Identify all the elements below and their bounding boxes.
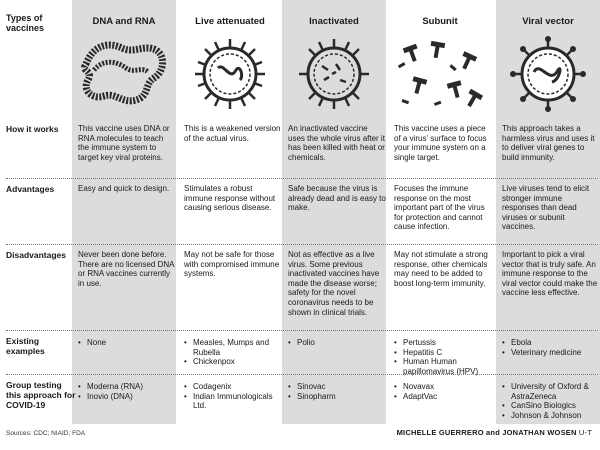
disadvantages-inactivated: Not as effective as a live virus. Some previous inactivated vaccines have made the disease worse; safety for the novel coronavirus needs to be shown in clinical trials. — [288, 250, 380, 317]
disadvantages-live-attenuated: May not be safe for those with compromised immune systems. — [184, 250, 280, 279]
list-item: • Moderna (RNA) — [78, 382, 176, 392]
list-item: • Veterinary medicine — [502, 348, 600, 358]
groups-subunit — [394, 382, 492, 401]
row-divider — [6, 330, 598, 331]
list-item: • Sinopharm — [288, 392, 386, 402]
advantages-inactivated: Safe because the virus is already dead and is easy to make. — [288, 184, 386, 213]
how-it-works-viral-vector: This approach takes a harmless virus and uses it to deliver viral genes to build immunity. — [502, 124, 595, 162]
row-label-group-testing: Group testing this approach for COVID-19 — [6, 380, 76, 410]
row-label-existing-examples: Existing examples — [6, 336, 45, 356]
column-title-viral-vector: Viral vector — [522, 16, 574, 27]
column-title-inactivated: Inactivated — [309, 16, 359, 27]
row-divider — [6, 178, 598, 179]
list-item: • Indian Immunologicals Ltd. — [184, 392, 282, 411]
sources-note: Sources: CDC; NIAID; FDA — [6, 430, 86, 437]
advantages-dna-rna: Easy and quick to design. — [78, 184, 170, 193]
existing-examples-inactivated — [288, 338, 386, 348]
groups-dna-rna — [78, 382, 176, 401]
list-item: • Sinovac — [288, 382, 386, 392]
list-item: • Ebola — [502, 338, 600, 348]
credit-line — [397, 428, 592, 437]
list-item: • University of Oxford & AstraZeneca — [502, 382, 600, 401]
publication-mark: U-T — [578, 428, 592, 437]
row-divider — [6, 244, 598, 245]
credit-authors: MICHELLE GUERRERO and JONATHAN WOSEN — [396, 428, 577, 437]
list-item: • Chickenpox — [184, 357, 282, 367]
existing-examples-viral-vector — [502, 338, 600, 357]
advantages-live-attenuated: Stimulates a robust immune response without causing serious disease. — [184, 184, 276, 213]
how-it-works-subunit: This vaccine uses a piece of a virus' surface to focus your immune system on a single target. — [394, 124, 487, 162]
protein-subunit-icon — [390, 34, 490, 114]
list-item: • Codagenix — [184, 382, 282, 392]
list-item: • Inovio (DNA) — [78, 392, 176, 402]
list-item: • Novavax — [394, 382, 492, 392]
live-virus-icon — [180, 34, 280, 114]
column-title-dna-rna: DNA and RNA — [92, 16, 156, 27]
how-it-works-inactivated: An inactivated vaccine uses the whole virus after it has been killed with heat or chemicals. — [288, 124, 385, 162]
list-item: • Pertussis — [394, 338, 492, 348]
disadvantages-viral-vector: Important to pick a viral vector that is truly safe. An immune response to the viral vector could make the vaccine less effective. — [502, 250, 598, 298]
advantages-subunit: Focuses the immune response on the most important part of the virus for protection and cannot cause infection. — [394, 184, 485, 232]
row-label-how-it-works: How it works — [6, 124, 59, 134]
advantages-viral-vector: Live viruses tend to elicit stronger immune responses than dead viruses or subunit vaccines. — [502, 184, 590, 232]
list-item: • Johnson & Johnson — [502, 411, 600, 421]
groups-inactivated — [288, 382, 386, 401]
existing-examples-dna-rna — [78, 338, 176, 348]
how-it-works-live-attenuated: This is a weakened version of the actual virus. — [184, 124, 281, 143]
dna-rna-strand-icon — [74, 34, 174, 114]
list-item: • Human Human papillomavirus (HPV) — [394, 357, 492, 376]
inactivated-virus-icon — [284, 34, 384, 114]
groups-live-attenuated — [184, 382, 282, 411]
row-label-advantages: Advantages — [6, 184, 55, 194]
groups-viral-vector — [502, 382, 600, 420]
column-title-subunit: Subunit — [422, 16, 458, 27]
viral-vector-icon — [498, 34, 598, 114]
list-item: • AdaptVac — [394, 392, 492, 402]
column-title-live-attenuated: Live attenuated — [195, 16, 265, 27]
row-label-disadvantages: Disadvantages — [6, 250, 66, 260]
list-item: • None — [78, 338, 176, 348]
how-it-works-dna-rna: This vaccine uses DNA or RNA molecules to teach the immune system to target key viral proteins. — [78, 124, 170, 162]
types-of-vaccines-heading: Types of vaccines — [6, 13, 45, 33]
existing-examples-subunit — [394, 338, 492, 376]
list-item: • CanSino Biologics — [502, 401, 600, 411]
list-item: • Polio — [288, 338, 386, 348]
list-item: • Measles, Mumps and Rubella — [184, 338, 282, 357]
disadvantages-dna-rna: Never been done before. There are no licensed DNA or RNA vaccines currently in use. — [78, 250, 175, 288]
row-divider — [6, 374, 598, 375]
disadvantages-subunit: May not stimulate a strong response, other chemicals may need to be added to boost long-term immunity. — [394, 250, 488, 288]
existing-examples-live-attenuated — [184, 338, 282, 367]
list-item: • Hepatitis C — [394, 348, 492, 358]
